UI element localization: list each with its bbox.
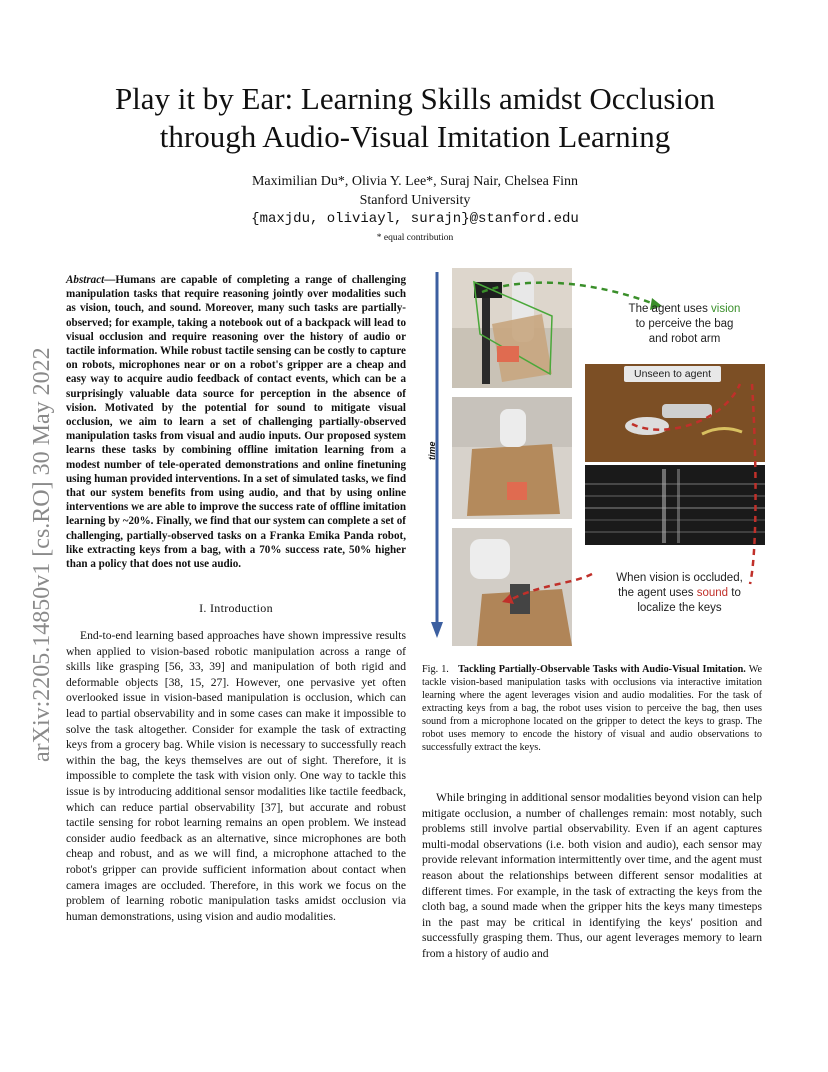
section-heading-introduction: I. Introduction	[199, 601, 273, 615]
intro-paragraph-1: End-to-end learning based approaches have shown impressive results when applied to vision-based robotic manipulation across a range of skills like grasping [56, 33, 39] and manipulation of both rigid and deformable objects [38, 15, 27]. However, one pervasive yet often overlooked issue in vision-based manipulation is occlusion, which can lead to partial observability and in some cases can make it impossible to solve the task altogether. Consider for example the task of extracting keys from a grocery bag. While vision is necessary to successfully reach within the bag, the keys themselves are out of sight. Therefore, it is impossible to complete the task with vision only. One way to tackle this issue is by introducing additional sensor modalities like tactile feedback, which can reduce partial observability [37], but accurate and robust tactile sensing for robot learning remains an open problem. We instead consider audio feedback as an alternative, since microphones are both cheap and robust, and as we will find, a microphone attached to the robot's gripper can provide sufficient information about contact when camera images are occluded. Therefore, in this work we focus on the problem of learning robotic manipulation tasks amidst occlusion via human demonstrations, using vision and audio modalities.	[66, 629, 406, 923]
sound-word: sound	[696, 587, 729, 599]
author-block	[160, 172, 670, 248]
equal-contribution-note: * equal contribution	[376, 233, 454, 243]
arxiv-id-stamp	[22, 270, 56, 770]
abstract-text: —Humans are capable of completing a range of challenging manipulation tasks that require reasoning jointly over modalities such as vision, touch, and sound. Moreover, many such tasks are partially-observed; for example, taking a notebook out of a backpack will lead to visual occlusion and require reasoning over the history of audio or tactile information. While robust tactile sensing can be costly to capture on robots, microphones near or on a robot's gripper are a cheap and easy way to acquire audio feedback of contact events, which can be a surprisingly valuable data source for perception in the absence of vision. Motivated by the potential for sound to mitigate visual occlusion, we aim to learn a set of challenging partially-observed manipulation tasks from visual and audio inputs. Our proposed system learns these tasks by combining offline imitation learning from a modest number of tele-operated demonstrations and online finetuning using human provided interventions. In a set of simulated tasks, we find that our system benefits from using audio, and that by using online interventions we are able to improve the success rate of offline imitation learning by ~20%. Finally, we find that our system can complete a set of challenging, partially-observed tasks on a Franka Emika Panda robot, like extracting keys from a bag, with a 70% success rate, 50% higher than a policy that does not use audio.	[66, 274, 406, 571]
figure-1-caption	[422, 663, 762, 754]
vision-word: vision	[711, 303, 741, 315]
title-line-1: Play it by Ear: Learning Skills amidst Occlusion	[114, 81, 716, 116]
sound-annotation	[592, 571, 767, 616]
vision-text-3: and robot arm	[648, 333, 721, 345]
time-axis-label: time	[427, 441, 437, 460]
sound-text-4: localize the keys	[637, 602, 722, 614]
paper-title	[60, 80, 770, 156]
affiliation: Stanford University	[359, 193, 471, 208]
time-arrow-head	[431, 622, 443, 638]
vision-text-1: The agent uses	[628, 303, 712, 315]
introduction-body	[66, 628, 406, 924]
caption-bold: Tackling Partially-Observable Tasks with Audio-Visual Imitation.	[458, 664, 746, 675]
photo-robot-over-bag	[452, 268, 572, 388]
right-paragraph-1: While bringing in additional sensor modalities beyond vision can help mitigate occlusion, a number of challenges remain: most notably, such problems still involve partial observability. Even if an agent captures multi-modal observations (i.e. both vision and audio), each sensor may provide relevant information intermittently over time, and the agent must reason about the relationships between different sensor modalities at different times. For example, in the task of extracting the keys from the cloth bag, a sound made when the gripper hits the keys many timesteps in the past may be critical in identifying the keys' position and successfully grasping them. Thus, our agent leverages memory to learn from a history of audio and	[422, 791, 762, 960]
vision-text-2: to perceive the bag	[635, 318, 734, 330]
abstract	[66, 273, 406, 571]
photo-keys-extraction	[452, 528, 572, 646]
title-line-2: through Audio-Visual Imitation Learning	[159, 119, 671, 154]
sound-text-1: When vision is occluded,	[616, 572, 743, 584]
abstract-label: Abstract	[66, 274, 105, 286]
author-emails: {maxjdu, oliviayl, surajn}@stanford.edu	[251, 211, 579, 227]
caption-label: Fig. 1.	[422, 664, 449, 675]
sound-text-3: to	[728, 587, 741, 599]
caption-text: We tackle vision-based manipulation tasks with occlusions via interactive imitation learning where the agent leverages vision and audio modalities. For the task of extracting keys from a bag, the robot uses vision to perceive the bag, then uses sound from a microphone located on the gripper to detect the keys to grasp. The robot uses memory to encode the history of visual and audio observations to successfully extract the keys.	[422, 664, 763, 753]
arxiv-id-text: arXiv:2205.14850v1 [cs.RO] 30 May 2022	[29, 347, 55, 762]
author-list: Maximilian Du*, Olivia Y. Lee*, Suraj Nair, Chelsea Finn	[251, 174, 579, 189]
photo-gripper-in-bag	[452, 397, 572, 519]
arxiv-sidebar	[22, 270, 56, 770]
figure-1	[422, 264, 767, 654]
unseen-to-agent-badge: Unseen to agent	[624, 366, 721, 382]
sound-text-2: the agent uses	[618, 587, 697, 599]
audio-spectrogram	[585, 465, 765, 545]
right-column-body	[422, 790, 762, 962]
vision-annotation	[602, 302, 767, 347]
